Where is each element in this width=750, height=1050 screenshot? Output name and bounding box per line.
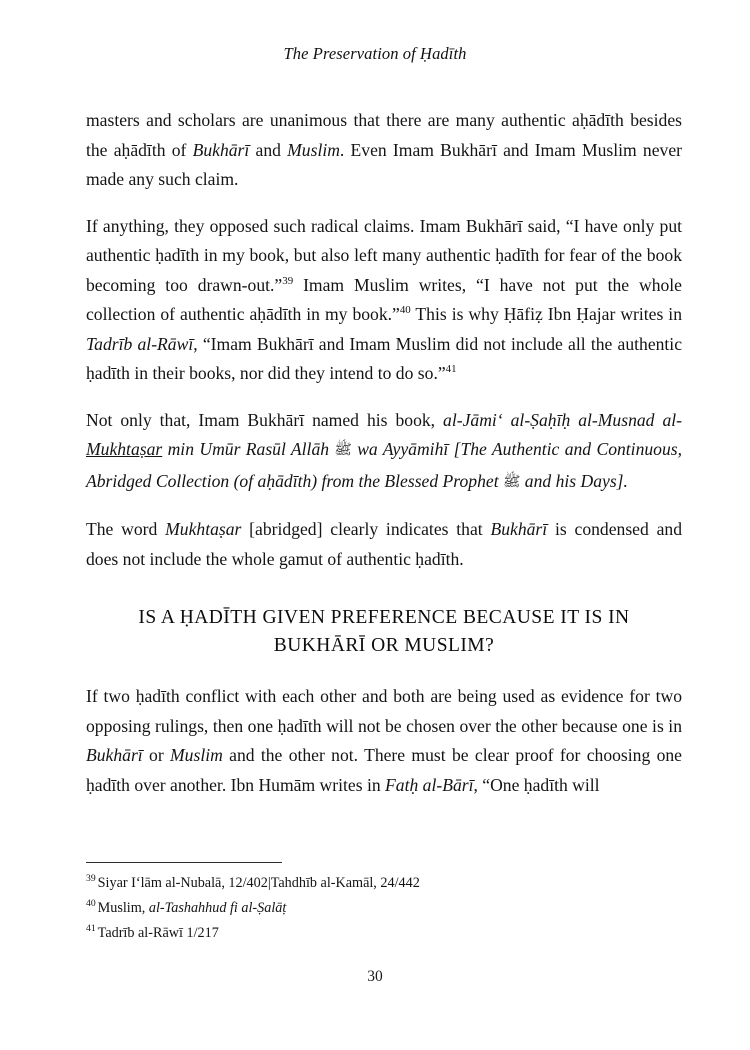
section-heading: IS A ḤADĪTH GIVEN PREFERENCE BECAUSE IT IS IN BUKHĀRĪ OR MUSLIM? [138, 607, 630, 656]
paragraph-2: If anything, they opposed such radical claims. Imam Bukhārī said, “I have only put authentic ḥadīth in my book, but also left many authentic ḥadīth for fear of the book becoming too drawn-out.”$^{39}$ Imam Muslim writes, “I have not put the whole collection of authentic aḥādīth in my book.”$^{40}$ This is why Ḥāfiẓ Ibn Ḥajar writes in Tadrīb al-Rāwī, “Imam Bukhārī and Imam Muslim did not include all the authentic ḥadīth in their books, nor did they intend to do so.”$^{41}$ [86, 215, 683, 383]
running-head: The Preservation of Ḥadīth [283, 44, 467, 63]
footnote-40: $^{40}$ Muslim, al-Tashahhud fi al-Ṣalāṭ [86, 898, 287, 916]
salawat-glyph-icon: ﷺ [502, 473, 521, 490]
salawat-glyph-icon: ﷺ [334, 442, 352, 458]
footnote-separator-rule [86, 862, 282, 863]
paragraph-4: The word Mukhtaṣar [abridged] clearly indicates that Bukhārī is condensed and does not include the whole gamut of authentic ḥadīth. [86, 519, 683, 569]
paragraph-1: masters and scholars are unanimous that there are many authentic aḥādīth besides the aḥādīth of Bukhārī and Muslim. Even Imam Bukhārī and Imam Muslim never made any such claim. [86, 110, 682, 189]
footnote-marker: 41 [86, 923, 96, 935]
section-heading-wrap [86, 604, 682, 660]
footnote-41: $^{41}$ Tadrīb al-Rāwī 1/217 [86, 923, 219, 941]
paragraph-5: If two ḥadīth conflict with each other and both are being used as evidence for two opposing rulings, then one ḥadīth will not be chosen over the other because one is in Bukhārī or Muslim and the other not. There must be clear proof for choosing one ḥadīth over another. Ibn Humām writes in Fatḥ al-Bārī, “One ḥadīth will [86, 686, 682, 795]
footnote-marker: 40 [86, 898, 96, 910]
footnotes-section [86, 862, 682, 947]
footnote-marker: 39 [86, 873, 96, 885]
page-text-block [86, 106, 682, 800]
page-number: 30 [367, 968, 383, 985]
paragraph-3: Not only that, Imam Bukhārī named his book, al-Jāmi‘ al-Ṣaḥīḥ al-Musnad al-Mukhtaṣar min Umūr Rasūl Allāh ﷺ wa Ayyāmihī [The Authentic and Continuous, Abridged Collection (of aḥādīth) from the Blessed Prophet ﷺ and his Days]. [86, 406, 682, 499]
footnote-39: $^{39}$ Siyar I‘lām al-Nubalā, 12/402|Tahdhīb al-Kamāl, 24/442 [86, 873, 420, 891]
